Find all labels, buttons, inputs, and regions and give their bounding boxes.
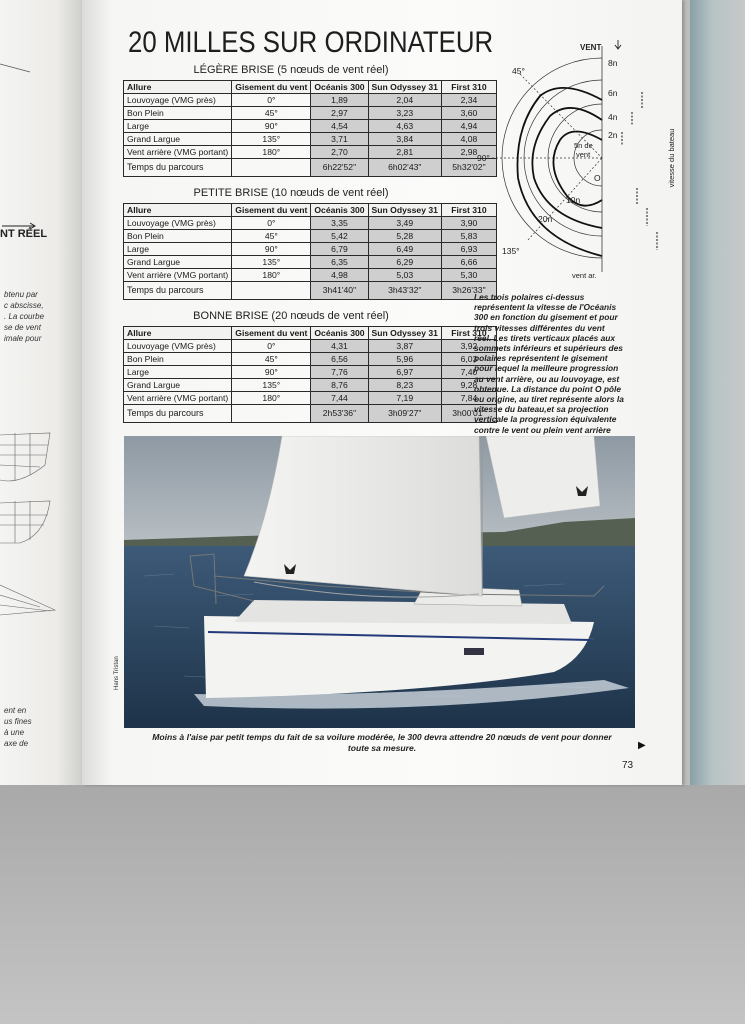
empty-cell xyxy=(232,159,311,177)
row-label: Temps du parcours xyxy=(124,282,232,300)
header-allure: Allure xyxy=(124,204,232,217)
gisement-cell: 0° xyxy=(232,217,311,230)
gisement-cell: 180° xyxy=(232,269,311,282)
value-cell: 5,03 xyxy=(368,269,441,282)
empty-cell xyxy=(232,405,311,423)
row-label: Vent arrière (VMG portant) xyxy=(124,269,232,282)
value-cell: 7,40 xyxy=(441,366,496,379)
label-vitesse-bateau: vitesse du bateau xyxy=(667,128,676,188)
value-cell: 1,89 xyxy=(311,94,368,107)
label-6n: 6n xyxy=(608,88,618,98)
value-cell: 6,03 xyxy=(441,353,496,366)
value-cell: 4,31 xyxy=(311,340,368,353)
value-cell: 2,98 xyxy=(441,146,496,159)
label-4n: 4n xyxy=(608,112,618,122)
row-label: Louvoyage (VMG près) xyxy=(124,217,232,230)
temps-cell: 2h53'36" xyxy=(311,405,368,423)
header-gisement: Gisement du vent xyxy=(232,327,311,340)
label-135: 135° xyxy=(502,246,520,256)
label-origin: O xyxy=(594,173,601,183)
value-cell: 7,76 xyxy=(311,366,368,379)
temps-cell: 3h26'33" xyxy=(441,282,496,300)
table-row xyxy=(124,94,497,107)
value-cell: 3,90 xyxy=(441,217,496,230)
value-cell: 9,28 xyxy=(441,379,496,392)
value-cell: 7,44 xyxy=(311,392,368,405)
gisement-cell: 90° xyxy=(232,366,311,379)
label-2n: 2n xyxy=(608,130,618,140)
mainsail xyxy=(244,436,482,596)
row-label: Bon Plein xyxy=(124,353,232,366)
gisement-cell: 0° xyxy=(232,94,311,107)
header-sun-odyssey: Sun Odyssey 31 xyxy=(368,81,441,94)
label-vent-arriere: vent ar. xyxy=(572,271,597,280)
value-cell: 2,97 xyxy=(311,107,368,120)
gisement-cell: 45° xyxy=(232,107,311,120)
sailboat-photo xyxy=(124,436,635,728)
header-oceanis: Océanis 300 xyxy=(311,204,368,217)
temps-cell: 6h22'52" xyxy=(311,159,368,177)
temps-cell: 3h43'32" xyxy=(368,282,441,300)
table-row-temps xyxy=(124,159,497,177)
temps-cell: 3h09'27" xyxy=(368,405,441,423)
value-cell: 6,97 xyxy=(368,366,441,379)
left-facing-page xyxy=(0,0,82,785)
left-page-text: c abscisse, xyxy=(4,301,44,310)
value-cell: 5,28 xyxy=(368,230,441,243)
header-gisement: Gisement du vent xyxy=(232,81,311,94)
value-cell: 5,30 xyxy=(441,269,496,282)
table-petite-brise xyxy=(123,203,497,300)
label-8n: 8n xyxy=(608,58,618,68)
gisement-cell: 90° xyxy=(232,120,311,133)
row-label: Temps du parcours xyxy=(124,405,232,423)
label-5n-de: 5n de xyxy=(574,141,593,150)
empty-cell xyxy=(232,282,311,300)
ring-6n xyxy=(524,80,602,236)
section-title-petite-brise: PETITE BRISE (10 nœuds de vent réel) xyxy=(193,187,389,199)
play-arrow-icon: ▶ xyxy=(638,740,646,751)
label-vent-5n: vent xyxy=(576,150,591,159)
axis-135 xyxy=(528,158,602,240)
header-allure: Allure xyxy=(124,81,232,94)
value-cell: 6,66 xyxy=(441,256,496,269)
table-header-row xyxy=(124,327,497,340)
magazine-page xyxy=(82,0,682,785)
gisement-cell: 45° xyxy=(232,230,311,243)
gisement-cell: 90° xyxy=(232,243,311,256)
scan-background-bottom xyxy=(0,785,745,1024)
value-cell: 6,29 xyxy=(368,256,441,269)
left-page-hull-drawings xyxy=(0,425,80,640)
table-row xyxy=(124,366,497,379)
label-45: 45° xyxy=(512,66,525,76)
header-oceanis: Océanis 300 xyxy=(311,81,368,94)
vmg-ticks xyxy=(622,92,657,250)
temps-cell: 3h00'01" xyxy=(441,405,496,423)
label-90: 90° xyxy=(477,153,490,163)
photo-caption: Moins à l'aise par petit temps du fait de sa voilure modérée, le 300 devra attendre 20 nœuds de vent pour donner toute sa mesure. xyxy=(152,732,612,753)
table-row xyxy=(124,392,497,405)
left-page-heading-text: NT RÉEL xyxy=(0,228,48,240)
value-cell: 5,83 xyxy=(441,230,496,243)
header-sun-odyssey: Sun Odyssey 31 xyxy=(368,327,441,340)
header-oceanis: Océanis 300 xyxy=(311,327,368,340)
polar-diagram xyxy=(472,28,680,290)
jib xyxy=(486,436,600,518)
row-label: Large xyxy=(124,243,232,256)
table-row xyxy=(124,340,497,353)
table-row xyxy=(124,243,497,256)
polar-rings xyxy=(492,46,604,272)
value-cell: 8,76 xyxy=(311,379,368,392)
section-title-bonne-brise: BONNE BRISE (20 nœuds de vent réel) xyxy=(193,310,389,322)
table-row xyxy=(124,353,497,366)
page-number: 73 xyxy=(622,760,634,771)
gisement-cell: 135° xyxy=(232,379,311,392)
arrow-right-icon xyxy=(0,222,40,230)
section-title-legere-brise: LÉGÈRE BRISE (5 nœuds de vent réel) xyxy=(193,64,389,76)
table-row-temps xyxy=(124,405,497,423)
table-row xyxy=(124,107,497,120)
row-label: Vent arrière (VMG portant) xyxy=(124,146,232,159)
table-row xyxy=(124,256,497,269)
label-vent: VENT xyxy=(580,43,602,52)
arrow-down-icon xyxy=(615,40,621,49)
value-cell: 3,84 xyxy=(368,133,441,146)
left-page-text: se de vent xyxy=(4,323,41,332)
table-row xyxy=(124,133,497,146)
table-row-temps xyxy=(124,282,497,300)
gisement-cell: 0° xyxy=(232,340,311,353)
row-label: Louvoyage (VMG près) xyxy=(124,340,232,353)
table-bonne-brise xyxy=(123,326,497,423)
polar-curve-10n xyxy=(532,108,602,228)
table-legere-brise xyxy=(123,80,497,177)
gisement-cell: 45° xyxy=(232,353,311,366)
photo-credit: Hans Tristan xyxy=(114,656,120,690)
value-cell: 2,70 xyxy=(311,146,368,159)
value-cell: 5,96 xyxy=(368,353,441,366)
value-cell: 4,63 xyxy=(368,120,441,133)
value-cell: 5,42 xyxy=(311,230,368,243)
label-20n: 20n xyxy=(538,214,553,224)
value-cell: 3,92 xyxy=(441,340,496,353)
table-row xyxy=(124,217,497,230)
hull-port xyxy=(464,648,484,655)
value-cell: 3,49 xyxy=(368,217,441,230)
polar-labels xyxy=(477,40,676,280)
value-cell: 2,04 xyxy=(368,94,441,107)
left-page-text: à une xyxy=(4,728,25,737)
value-cell: 2,81 xyxy=(368,146,441,159)
header-sun-odyssey: Sun Odyssey 31 xyxy=(368,204,441,217)
value-cell: 8,23 xyxy=(368,379,441,392)
value-cell: 4,94 xyxy=(441,120,496,133)
value-cell: 3,71 xyxy=(311,133,368,146)
row-label: Louvoyage (VMG près) xyxy=(124,94,232,107)
sailboat-illustration xyxy=(124,436,635,728)
gisement-cell: 135° xyxy=(232,256,311,269)
value-cell: 6,79 xyxy=(311,243,368,256)
left-page-text: . La courbe xyxy=(4,312,45,321)
table-row xyxy=(124,269,497,282)
value-cell: 6,35 xyxy=(311,256,368,269)
value-cell: 4,54 xyxy=(311,120,368,133)
polar-curves xyxy=(517,88,602,256)
value-cell: 2,34 xyxy=(441,94,496,107)
row-label: Bon Plein xyxy=(124,107,232,120)
value-cell: 3,35 xyxy=(311,217,368,230)
left-page-text: axe de xyxy=(4,739,29,748)
value-cell: 6,93 xyxy=(441,243,496,256)
row-label: Temps du parcours xyxy=(124,159,232,177)
row-label: Vent arrière (VMG portant) xyxy=(124,392,232,405)
temps-cell: 3h41'40" xyxy=(311,282,368,300)
value-cell: 7,19 xyxy=(368,392,441,405)
value-cell: 3,23 xyxy=(368,107,441,120)
value-cell: 6,49 xyxy=(368,243,441,256)
left-page-heading xyxy=(0,228,47,240)
page-title: 20 MILLES SUR ORDINATEUR xyxy=(128,26,494,59)
left-page-text: ent en xyxy=(4,706,27,715)
row-label: Grand Largue xyxy=(124,133,232,146)
header-first: First 310 xyxy=(441,81,496,94)
table-header-row xyxy=(124,204,497,217)
table-row xyxy=(124,120,497,133)
scan-background-right xyxy=(690,0,745,785)
left-page-text: us fines xyxy=(4,717,32,726)
row-label: Grand Largue xyxy=(124,256,232,269)
temps-cell: 6h02'43" xyxy=(368,159,441,177)
left-page-text: btenu par xyxy=(4,290,38,299)
gisement-cell: 180° xyxy=(232,146,311,159)
value-cell: 4,08 xyxy=(441,133,496,146)
table-row xyxy=(124,146,497,159)
row-label: Bon Plein xyxy=(124,230,232,243)
polar-caption: Les trois polaires ci-dessus représentent la vitesse de l'Océanis 300 en fonction du gisement et pour trois vitesses différentes du vent réel. Les tirets verticaux placés aux sommets inférieurs et supérieurs des polaires représentent le gisement pour lequel la meilleure progression au vent arrière, ou au louvoyage, est obtenue. La distance du point O pôle ou origine, au tiret représente alors la vitesse du bateau,et sa projection verticale la progression équivalente contre le vent ou plein vent arrière xyxy=(474,292,624,435)
row-label: Large xyxy=(124,366,232,379)
table-row xyxy=(124,230,497,243)
header-first: First 310 xyxy=(441,204,496,217)
left-page-curve-fragment xyxy=(0,60,40,80)
left-page-text: imale pour xyxy=(4,334,42,343)
value-cell: 4,98 xyxy=(311,269,368,282)
row-label: Grand Largue xyxy=(124,379,232,392)
row-label: Large xyxy=(124,120,232,133)
table-row xyxy=(124,379,497,392)
value-cell: 3,60 xyxy=(441,107,496,120)
header-first: First 310 xyxy=(441,327,496,340)
temps-cell: 5h32'02" xyxy=(441,159,496,177)
value-cell: 7,84 xyxy=(441,392,496,405)
value-cell: 3,87 xyxy=(368,340,441,353)
label-10n: 10n xyxy=(566,195,581,205)
header-gisement: Gisement du vent xyxy=(232,204,311,217)
gisement-cell: 180° xyxy=(232,392,311,405)
header-allure: Allure xyxy=(124,327,232,340)
gisement-cell: 135° xyxy=(232,133,311,146)
value-cell: 6,56 xyxy=(311,353,368,366)
table-header-row xyxy=(124,81,497,94)
